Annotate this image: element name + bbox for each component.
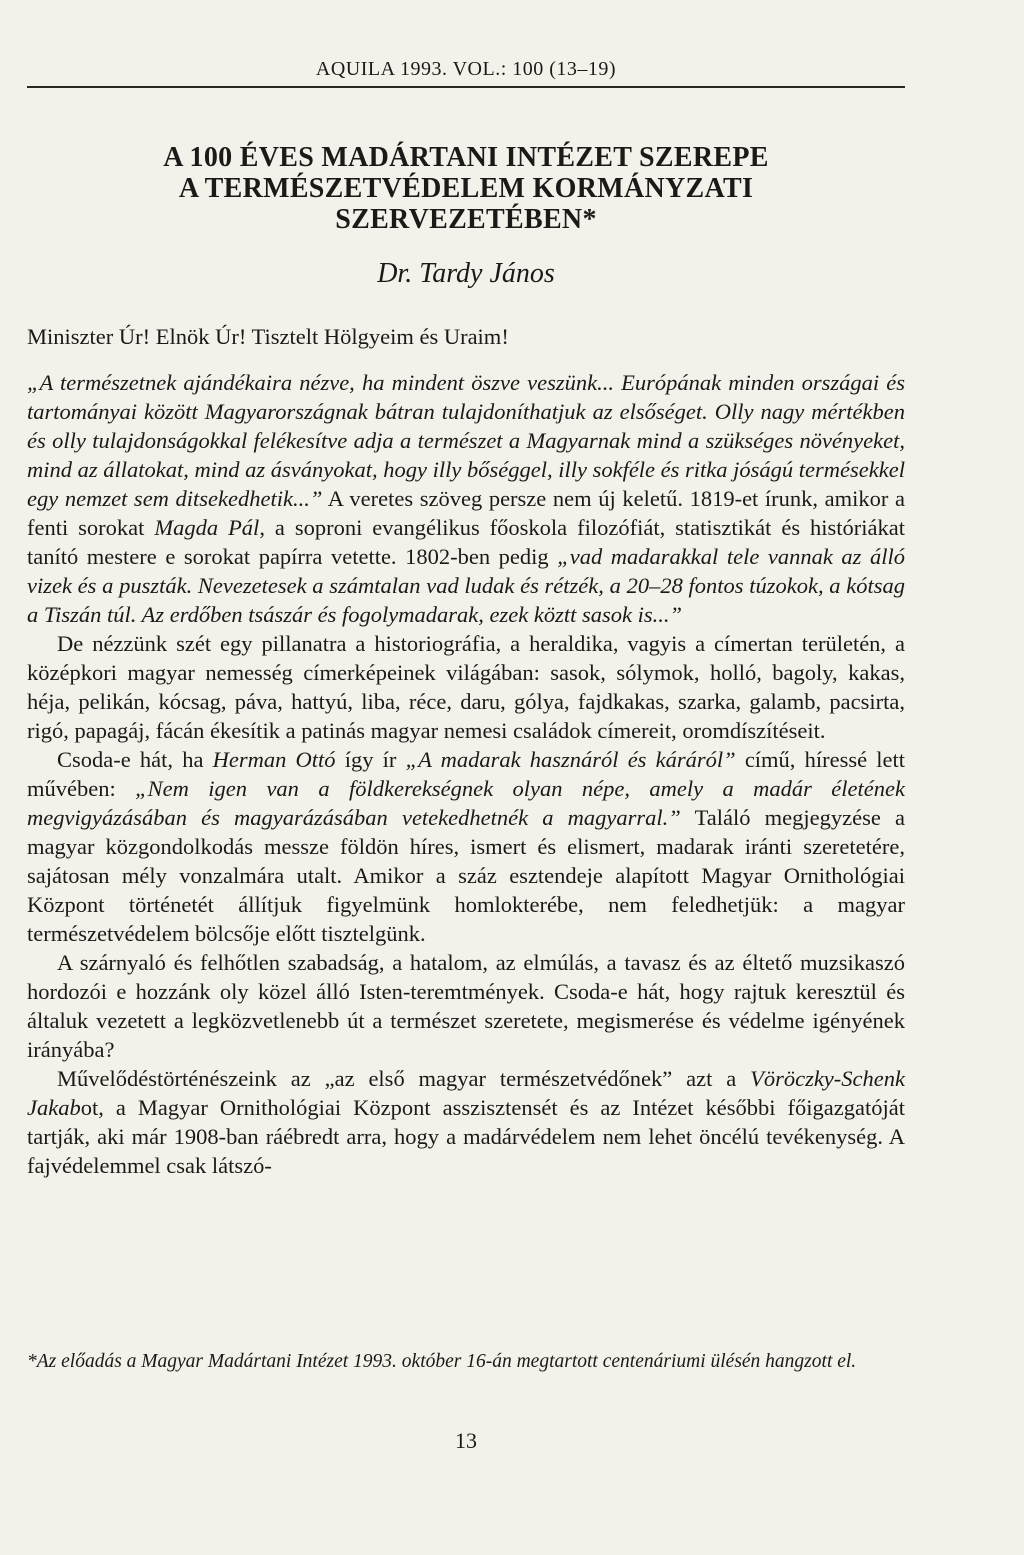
paragraph-3-text-3: című, híressé lett művében: bbox=[27, 747, 905, 801]
running-head: AQUILA 1993. VOL.: 100 (13–19) bbox=[315, 58, 617, 80]
quote-3: „Nem igen van a földkerekségnek olyan népe, amely a madár életének megvigyázásában és magyarázásában vetekedhetnék a magyarral.” bbox=[27, 776, 905, 830]
person-name: Vöröczky-Schenk Jakab bbox=[27, 1066, 905, 1120]
salutation: Miniszter Úr! Elnök Úr! Tisztelt Hölgyeim és Uraim! bbox=[27, 324, 509, 349]
paragraph-3 bbox=[27, 745, 905, 948]
footnote: *Az előadás a Magyar Madártani Intézet 1993. október 16-án megtartott centenáriumi ülésén hangzott el. bbox=[27, 1351, 857, 1372]
paragraph-3-text-1: Csoda-e hát, ha bbox=[57, 747, 213, 772]
paragraph-5-text-1: Művelődéstörténészeink az „az első magyar természetvédőnek” azt a bbox=[57, 1066, 751, 1091]
paragraph-4: A szárnyaló és felhőtlen szabadság, a hatalom, az elmúlás, a tavasz és az éltető muzsikaszó hordozói e hozzánk oly közel álló Isten-teremtmények. Csoda-e hát, hogy rajtuk keresztül és általuk vezetett a legközvetlenebb út a természet szeretete, megismerése és védelme igényének irányába? bbox=[27, 950, 905, 1062]
paragraph-5-text-2: ot, a Magyar Ornithológiai Központ asszisztensét és az Intézet későbbi főigazgatóját tartják, aki már 1908-ban ráébredt arra, hogy a madárvédelem nem lehet öncélú tevékenység. A fajvédelemmel csak látszó- bbox=[27, 1095, 905, 1178]
paragraph-5 bbox=[27, 1064, 905, 1180]
person-name: Herman Ottó bbox=[212, 747, 336, 772]
title-line-2: A TERMÉSZETVÉDELEM KORMÁNYZATI bbox=[178, 173, 754, 204]
title-line-1: A 100 ÉVES MADÁRTANI INTÉZET SZEREPE bbox=[163, 142, 769, 173]
page-number: 13 bbox=[455, 1428, 477, 1453]
header-rule bbox=[27, 86, 905, 88]
author: Dr. Tardy János bbox=[377, 258, 555, 289]
article-body bbox=[27, 322, 905, 1180]
paragraph-2: De nézzünk szét egy pillanatra a historiográfia, a heraldika, vagyis a címertan területén, a középkori magyar nemesség címerképeinek világában: sasok, sólymok, holló, bagoly, kakas, héja, pelikán, kócsag, páva, hattyú, liba, réce, daru, gólya, fajdkakas, szarka, galamb, pacsirta, rigó, papagáj, fácán ékesítik a patinás magyar nemesi családok címereit, oromdíszítéseit. bbox=[27, 631, 905, 743]
paragraph-1 bbox=[27, 368, 905, 629]
title-line-3: SZERVEZETÉBEN* bbox=[335, 204, 597, 235]
paragraph-1-text-1: A veretes szöveg persze nem új keletű. 1819-et írunk, amikor a fenti sorokat bbox=[27, 486, 906, 540]
paragraph-3-text-4: Találó megjegyzése a magyar közgondolkodás messze földön híres, ismert és elismert, madarak iránti szeretetére, sajátosan mély vonzalmára utalt. Amikor a száz esztendeje alapított Magyar Ornithológiai Központ történetét állítjuk figyelmünk homlokterébe, nem feledhetjük: a magyar természetvédelem bölcsője előtt tisztelgünk. bbox=[27, 805, 905, 946]
work-title: „A madarak hasznáról és káráról” bbox=[405, 747, 736, 772]
paragraph-3-text-2: így ír bbox=[335, 747, 406, 772]
paragraph-1-text-2: , a soproni evangélikus főoskola filozófiát, statisztikát és históriákat tanító mestere e sorokat papírra vetette. 1802-ben pedig bbox=[27, 515, 905, 569]
quote-1: „A természetnek ajándékaira nézve, ha mindent öszve veszünk... Európának minden országai és tartományai között Magyarországnak bátran tulajdoníthatjuk az elsőséget. Olly nagy mértékben és olly tulajdonságokkal felékesítve adja a természet a Magyarnak mind a szükséges növényeket, mind az állatokat, mind az ásványokat, hogy illy bőséggel, illy sokféle és ritka jóságú termésekkel egy nemzet sem ditsekedhetik...” bbox=[27, 370, 905, 511]
person-name: Magda Pál bbox=[154, 515, 260, 540]
article-title bbox=[27, 142, 905, 235]
quote-2: „vad madarakkal tele vannak az álló vizek és a puszták. Nevezetesek a számtalan vad ludak és rétzék, a 20–28 fontos túzokok, a kótsag a Tiszán túl. Az erdőben tsászár és fogolymadarak, ezek köztt sasok is...” bbox=[27, 544, 905, 627]
